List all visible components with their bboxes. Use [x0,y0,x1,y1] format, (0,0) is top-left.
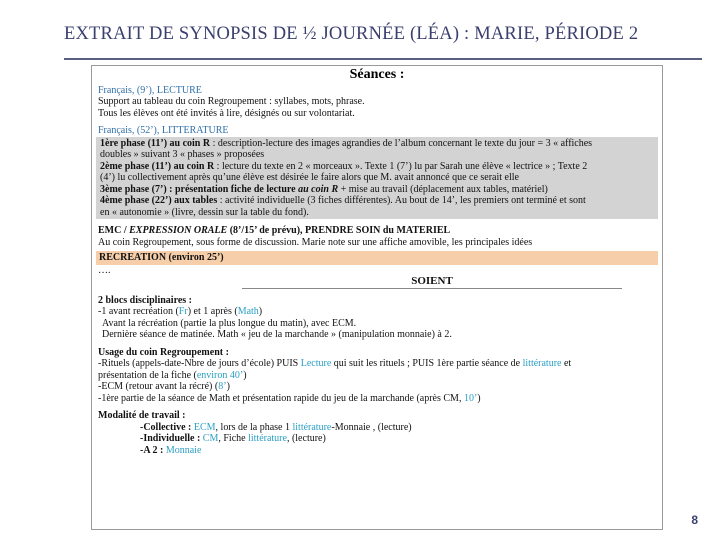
blocs-title: 2 blocs disciplinaires : [98,294,192,306]
usage-line: -Rituels (appels-date-Nbre de jours d’école) PUIS Lecture qui suit les rituels ; PUIS 1ère partie séance de littérature et [98,358,572,369]
recreation-banner: RECREATION (environ 25’) [96,251,658,265]
usage-line: -1ère partie de la séance de Math et présentation rapide du jeu de la marchande (après CM, 10’) [98,392,481,404]
page-number: 8 [691,513,698,527]
ellipsis: …. [98,264,111,276]
synopsis-document [91,65,663,530]
phase-line: 2ème phase (11’) au coin R : lecture du texte en 2 « morceaux ». Texte 1 (7’) lu par Sarah une élève « lectrice » ; Texte 2 [100,160,588,172]
phase-line: 3ème phase (7’) : présentation fiche de lecture au coin R + mise au travail (déplacement aux tables, matériel) [100,183,548,195]
phase-line: doubles » suivant 3 « phases » proposées [100,149,265,160]
phase-line: 1ère phase (11’) au coin R : description-lecture des images agrandies de l’album concernant le texte du jour = 3 « affiches [100,137,593,149]
usage-title: Usage du coin Regroupement : [98,346,229,358]
title-divider [64,58,702,60]
slide-title: EXTRAIT DE SYNOPSIS DE ½ JOURNÉE (LÉA) : MARIE, PÉRIODE 2 [64,24,639,44]
session-lecture-line: Support au tableau du coin Regroupement : syllabes, mots, phrase. [98,96,365,107]
modalite-title: Modalité de travail : [98,410,186,421]
session-lecture-line: Tous les élèves ont été invités à lire, désignés ou sur volontariat. [98,107,355,119]
blocs-line: Avant la récréation (partie la plus longue du matin), avec ECM. [102,317,357,329]
phase-line: 4ème phase (22’) aux tables : activité individuelle (3 fiches différentes). Au bout de 14’, les premiers ont terminé et sont [100,195,586,206]
phase-line: en « autonomie » (livre, dessin sur la table du fond). [100,206,309,218]
litterature-phases-block [96,137,658,220]
usage-line: présentation de la fiche (environ 40’) [98,369,247,381]
modalite-line: -A 2 : Monnaie [140,444,202,456]
session-lecture-title: Français, (9’), LECTURE [98,84,202,96]
modalite-line: -Individuelle : CM, Fiche littérature, (lecture) [140,433,326,444]
document-heading: Séances : [349,67,405,82]
phase-line: (4’) lu collectivement après qu’une élève est désirée le faire alors que M. avait annoncé que ce serait elle [100,172,519,183]
blocs-line: -1 avant recréation (Fr) et 1 après (Math) [98,306,263,317]
blocs-line: Dernière séance de matinée. Math « jeu de la marchande » (manipulation monnaie) à 2. [102,329,452,340]
session-emc-line: Au coin Regroupement, sous forme de discussion. Marie note sur une affiche amovible, les principales idées [98,236,533,248]
session-litterature-title: Français, (52’), LITTERATURE [98,125,229,136]
session-emc-title: EMC / EXPRESSION ORALE (8’/15’ de prévu), PRENDRE SOIN du MATERIEL [98,225,451,236]
usage-line: -ECM (retour avant la récré) (8’) [98,381,230,392]
soient-heading: SOIENT [242,276,622,289]
modalite-line: -Collective : ECM, lors de la phase 1 littérature-Monnaie , (lecture) [140,421,412,433]
